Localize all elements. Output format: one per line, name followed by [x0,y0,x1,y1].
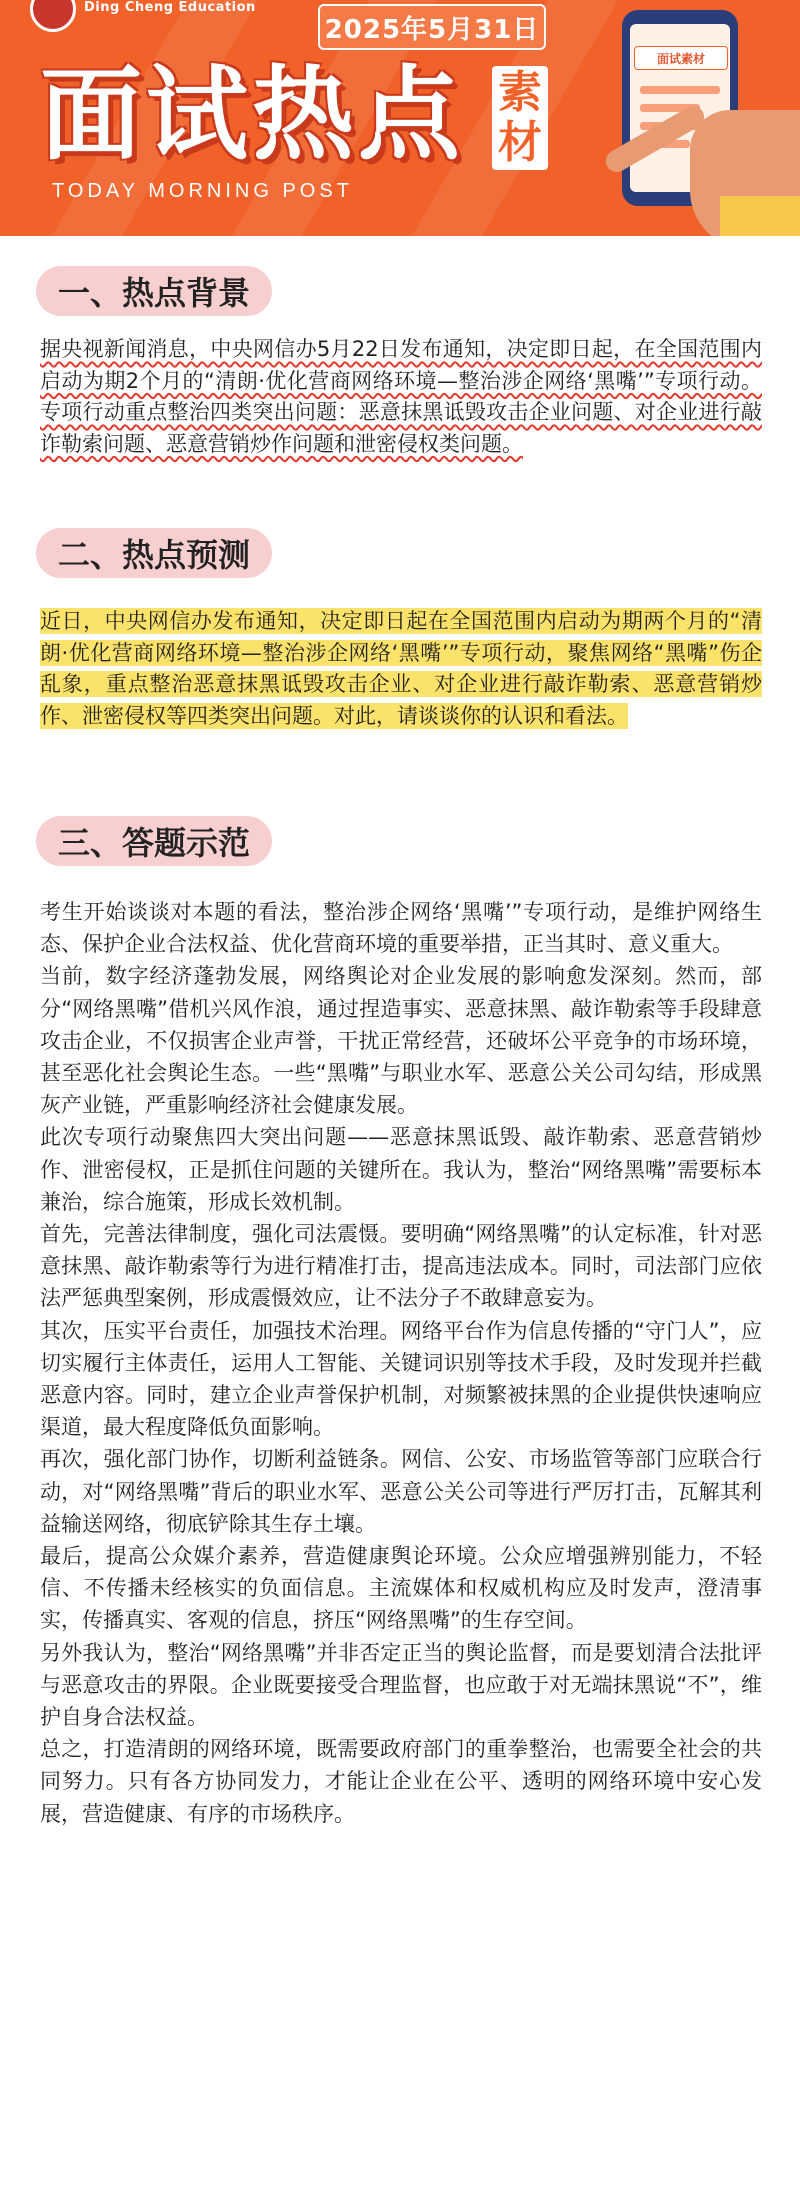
page-subtitle: TODAY MORNING POST [52,180,353,202]
answer-paragraph: 首先，完善法律制度，强化司法震慑。要明确“网络黑嘴”的认定标准，针对恶意抹黑、敲诈勒索等行为进行精准打击，提高违法成本。同时，司法部门应依法严惩典型案例，形成震慑效应，让不法分子不敢肆意妄为。 [40,1222,762,1311]
background-paragraph: 据央视新闻消息，中央网信办5月22日发布通知，决定即日起，在全国范围内启动为期2个月的“清朗·优化营商网络环境—整治涉企网络‘黑嘴’”专项行动。专项行动重点整治四类突出问题：恶意抹黑诋毁攻击企业问题、对企业进行敲诈勒索问题、恶意营销炒作问题和泄密侵权类问题。 [40,337,762,456]
answer-paragraph: 最后，提高公众媒介素养，营造健康舆论环境。公众应增强辨别能力，不轻信、不传播未经核实的负面信息。主流媒体和权威机构应及时发声，澄清事实，传播真实、客观的信息，挤压“网络黑嘴”的生存空间。 [40,1544,762,1633]
answer-paragraph: 总之，打造清朗的网络环境，既需要政府部门的重拳整治，也需要全社会的共同努力。只有各方协同发力，才能让企业在公平、透明的网络环境中安心发展，营造健康、有序的市场秩序。 [40,1737,762,1826]
brand-name: Ding Cheng Education [84,0,256,15]
answer-paragraph: 另外我认为，整治“网络黑嘴”并非否定正当的舆论监督，而是要划清合法批评与恶意攻击的界限。企业既要接受合理监督，也应敢于对无端抹黑说“不”，维护自身合法权益。 [40,1640,762,1730]
title-badge [492,66,548,170]
title-badge-char: 材 [498,117,542,168]
prediction-paragraph: 近日，中央网信办发布通知，决定即日起在全国范围内启动为期两个月的“清朗·优化营商网络环境—整治涉企网络‘黑嘴’”专项行动，聚焦网络“黑嘴”伤企乱象，重点整治恶意抹黑诋毁攻击企业、对企业进行敲诈勒索、恶意营销炒作、泄密侵权等四类突出问题。对此，请谈谈你的认识和看法。 [40,609,762,728]
date-badge: 2025年5月31日 [318,4,546,50]
brand-logo-icon [30,0,76,32]
section-title-background: 一、热点背景 [36,266,272,316]
section-background-text [40,334,762,460]
section-prediction-text [40,606,762,732]
header-banner [0,0,800,236]
answer-paragraph: 再次，强化部门协作，切断利益链条。网信、公安、市场监管等部门应联合行动，对“网络黑嘴”背后的职业水军、恶意公关公司等进行严厉打击，瓦解其利益输送网络，彻底铲除其生存土壤。 [40,1447,762,1536]
title-badge-char: 素 [498,67,542,118]
section-title-answer: 三、答题示范 [36,816,272,866]
answer-paragraph: 其次，压实平台责任，加强技术治理。网络平台作为信息传播的“守门人”，应切实履行主体责任，运用人工智能、关键词识别等技术手段，及时发现并拦截恶意内容。同时，建立企业声誉保护机制，对频繁被抹黑的企业提供快速响应渠道，最大程度降低负面影响。 [40,1318,762,1440]
answer-block [40,896,762,1830]
phone-line [640,86,720,94]
answer-paragraph: 此次专项行动聚焦四大突出问题——恶意抹黑诋毁、敲诈勒索、恶意营销炒作、泄密侵权，正是抓住问题的关键所在。我认为，整治“网络黑嘴”需要标本兼治，综合施策，形成长效机制。 [40,1125,762,1214]
phone-label: 面试素材 [634,46,728,70]
section-title-prediction: 二、热点预测 [36,528,272,578]
answer-paragraph: 当前，数字经济蓬勃发展，网络舆论对企业发展的影响愈发深刻。然而，部分“网络黑嘴”借机兴风作浪，通过捏造事实、恶意抹黑、敲诈勒索等手段肆意攻击企业，不仅损害企业声誉，干扰正常经营，还破坏公平竞争的市场环境，甚至恶化社会舆论生态。一些“黑嘴”与职业水军、恶意公关公司勾结，形成黑灰产业链，严重影响经济社会健康发展。 [40,964,762,1118]
sleeve-icon [720,196,800,236]
page-title: 面试热点 [40,56,464,175]
answer-paragraph: 考生开始谈谈对本题的看法，整治涉企网络‘黑嘴’”专项行动，是维护网络生态、保护企业合法权益、优化营商环境的重要举措，正当其时、意义重大。 [40,900,762,957]
